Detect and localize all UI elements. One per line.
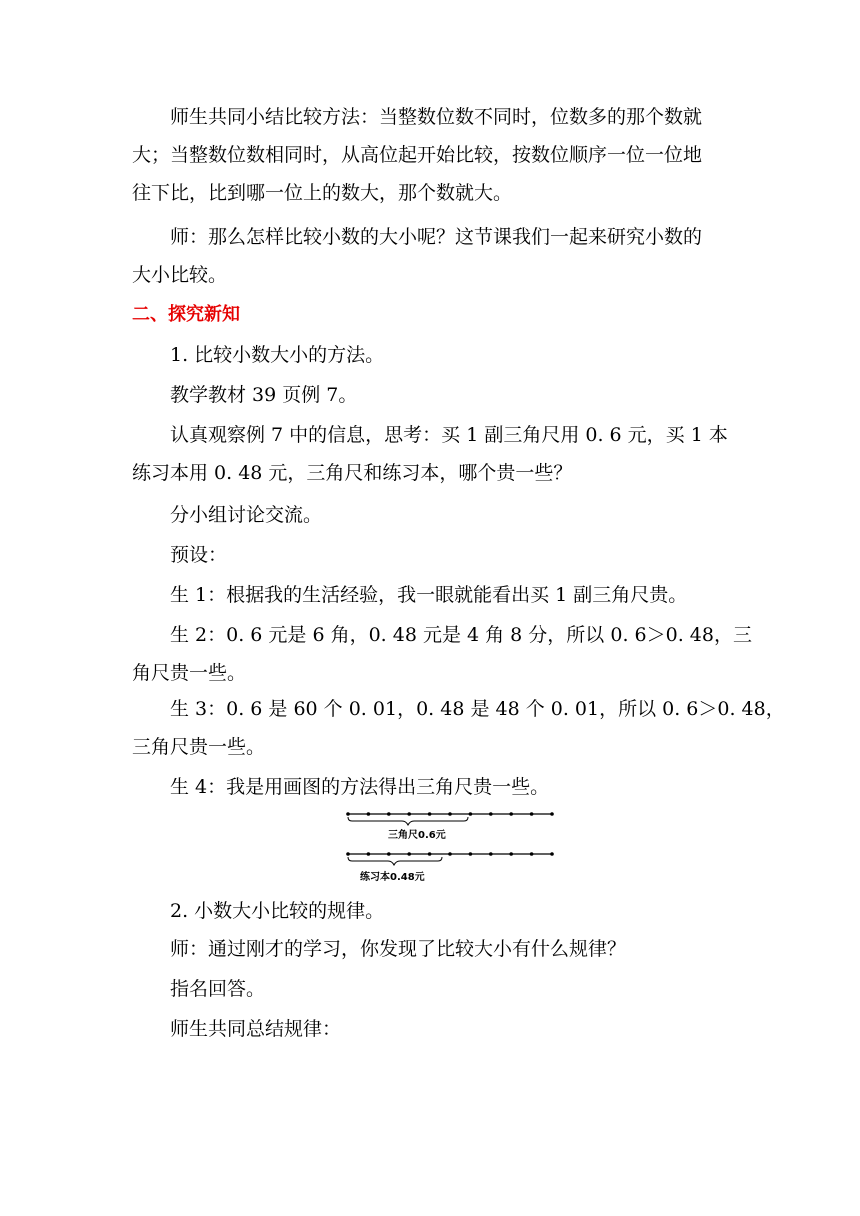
label-triangle-ruler: 三角尺0.6元 xyxy=(388,830,446,841)
text-line: 认真观察例 7 中的信息，思考：买 1 副三角尺用 0. 6 元，买 1 本 xyxy=(170,424,728,446)
tick-dot xyxy=(550,852,554,856)
text-line: 三角尺贵一些。 xyxy=(132,736,266,758)
tick-dot xyxy=(489,852,493,856)
paragraph-answer: 指名回答。 xyxy=(170,978,266,1000)
paragraph-summary-rule: 师生共同总结规律： xyxy=(170,1018,342,1040)
tick-dot xyxy=(489,812,493,816)
section-heading: 二、探究新知 xyxy=(132,304,240,325)
paragraph-textbook-ref: 教学教材 39 页例 7。 xyxy=(170,384,358,406)
paragraph-teacher-question xyxy=(132,218,732,294)
tick-dot xyxy=(407,852,411,856)
tick-dot xyxy=(530,812,534,816)
tick-dot xyxy=(428,852,432,856)
tick-dot xyxy=(387,812,391,816)
number-line-top xyxy=(346,812,554,816)
paragraph-subheading-2: 2. 小数大小比较的规律。 xyxy=(170,900,385,922)
tick-dot xyxy=(367,852,371,856)
paragraph-preset: 预设： xyxy=(170,544,228,566)
paragraph-teacher-rule-question: 师：通过刚才的学习，你发现了比较大小有什么规律？ xyxy=(170,938,627,960)
brace-top xyxy=(348,817,468,825)
tick-dot xyxy=(530,852,534,856)
number-line-bottom xyxy=(346,852,554,856)
tick-dot xyxy=(387,852,391,856)
tick-dot xyxy=(469,852,473,856)
tick-dot xyxy=(346,852,350,856)
paragraph-discuss: 分小组讨论交流。 xyxy=(170,504,323,526)
paragraph-summary xyxy=(132,98,732,212)
text-line: 师：那么怎样比较小数的大小呢？这节课我们一起来研究小数的 xyxy=(170,226,703,248)
text-line: 角尺贵一些。 xyxy=(132,662,247,684)
paragraph-student-2 xyxy=(132,616,752,692)
text-line: 往下比，比到哪一位上的数大，那个数就大。 xyxy=(132,182,513,204)
paragraph-student-3 xyxy=(132,690,785,766)
tick-dot xyxy=(407,812,411,816)
text-line: 大小比较。 xyxy=(132,264,228,286)
text-line: 生 2：0. 6 元是 6 角，0. 48 元是 4 角 8 分，所以 0. 6＞0. 48，三 xyxy=(170,624,752,646)
text-line: 大；当整数位数相同时，从高位起开始比较，按数位顺序一位一位地 xyxy=(132,144,703,166)
text-line: 生 3：0. 6 是 60 个 0. 01，0. 48 是 48 个 0. 01，所以 0. 6＞0. 48， xyxy=(170,698,785,720)
paragraph-student-1: 生 1：根据我的生活经验，我一眼就能看出买 1 副三角尺贵。 xyxy=(170,584,688,606)
tick-dot xyxy=(367,812,371,816)
number-line-figure xyxy=(340,806,560,886)
tick-dot xyxy=(509,812,513,816)
tick-dot xyxy=(448,812,452,816)
tick-dot xyxy=(428,812,432,816)
paragraph-observe xyxy=(132,416,732,492)
tick-dot xyxy=(509,852,513,856)
tick-dot xyxy=(550,812,554,816)
text-line: 师生共同小结比较方法：当整数位数不同时，位数多的那个数就 xyxy=(170,106,703,128)
tick-dot xyxy=(448,852,452,856)
text-line: 练习本用 0. 48 元，三角尺和练习本，哪个贵一些？ xyxy=(132,462,573,484)
label-exercise-book: 练习本0.48元 xyxy=(360,872,425,883)
brace-bottom xyxy=(348,857,442,865)
paragraph-subheading-1: 1. 比较小数大小的方法。 xyxy=(170,344,385,366)
paragraph-student-4: 生 4：我是用画图的方法得出三角尺贵一些。 xyxy=(170,776,550,798)
tick-dot xyxy=(469,812,473,816)
tick-dot xyxy=(346,812,350,816)
